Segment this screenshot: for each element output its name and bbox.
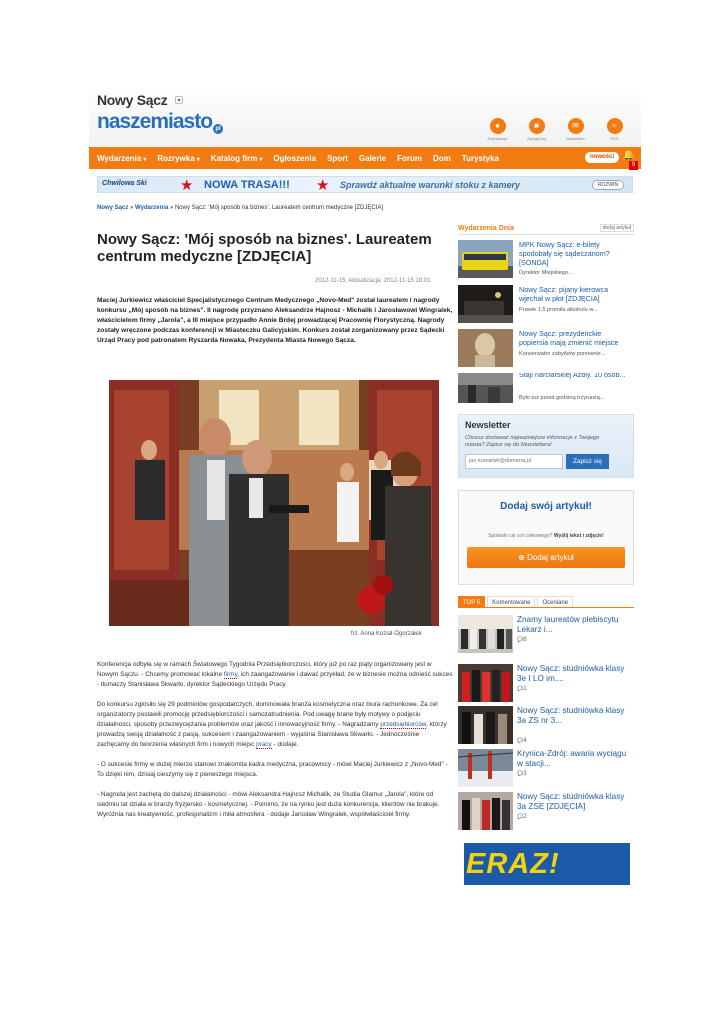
city-dropdown-icon[interactable] xyxy=(175,96,183,104)
page xyxy=(89,87,641,899)
nav-item-dom[interactable]: Dom xyxy=(433,153,451,163)
top-item[interactable] xyxy=(458,664,634,704)
event-item[interactable] xyxy=(458,285,634,325)
paragraph xyxy=(97,700,453,750)
paragraph-text: Konferencja odbyła się w ramach Światowego Tygodnia Przedsiębiorczości, który już po raz piąty organizowany jest w Nowym Sączu. - Chcemy promować lokalne xyxy=(97,661,432,678)
paragraph-text: Do konkursu zgłosiło się 29 podmiotów gospodarczych, dominowała branża kosmetyczna oraz biura rachunkowe. Za cel organizatorzy postawili promocję przedsiębiorczości i samozatrudnienia. Pod uwagę brane były motywy o podjęciu działalności, sposoby przezwyciężania problemów oraz jakość i innowacyjność firmy. - Nagradzamy xyxy=(97,701,438,728)
top-item[interactable] xyxy=(458,706,634,746)
add-article-desc-bold: Wyślij tekst i zdjęcie! xyxy=(553,533,604,539)
event-desc: Było tuż przed godziną trzynastą... xyxy=(519,395,605,401)
banner-headline: NOWA TRASA!!! xyxy=(204,179,290,191)
breadcrumb-separator: » xyxy=(169,205,174,211)
top-item[interactable] xyxy=(458,749,634,789)
newsletter-link[interactable] xyxy=(565,118,586,141)
nav-item-label: Rozrywka xyxy=(157,153,195,163)
nav-item-label: Katalog firm xyxy=(210,153,258,163)
article-lead: Maciej Jurkiewicz właściciel Specjalistycznego Centrum Medycznego „Novo-Med" został laureatem i nagrody konkursu „Mój sposób na biznes". II nagrodę przyznano Aleksandrze Hajnosz - Michalik i Jarosławowi Wingralek, właścicielom firmy „Jarola", a III miejsce przypadło Annie Brdej prowadzącej Pracownię Florystyczną. Nagrody zostały wręczone podczas konferencji w Miasteczku Galicyjskim. Konkurs został zorganizowany przez Sądecki Urząd Pracy pod patronatem Ryszarda Nowaka, Prezydenta Miasta Nowego Sącza. xyxy=(97,297,453,344)
article-date: 2012-11-15, Aktualizacja: 2012-11-15 18:01 xyxy=(315,278,431,284)
event-desc: Dyrektor Miejskiego... xyxy=(519,270,573,276)
chevron-down-icon: ▾ xyxy=(143,156,147,163)
notification-badge: 9 xyxy=(629,161,638,170)
top-title[interactable]: Nowy Sącz: studniówka klasy 3a ZS nr 3... xyxy=(517,706,625,725)
event-title[interactable]: Nowy Sącz: prezydenckie popiersia mają zmienić miejsce xyxy=(519,329,619,347)
article-title: Nowy Sącz: 'Mój sposób na biznes'. Laureatem centrum medyczne [ZDJĘCIA] xyxy=(97,231,432,265)
add-article-desc-text: Spotkało cię coś ciekawego? xyxy=(488,533,553,539)
tab-oceniane[interactable]: Oceniane xyxy=(537,596,573,607)
nav-item-label: Wydarzenia xyxy=(97,153,142,163)
add-article-link[interactable]: dodaj artykuł xyxy=(600,224,634,232)
add-article-button-label: Dodaj artykuł xyxy=(527,553,574,562)
logo-text: naszemiasto xyxy=(97,110,213,133)
nav-item-galerie[interactable]: Galerie xyxy=(358,153,387,163)
breadcrumb-current: Nowy Sącz: 'Mój sposób na biznes'. Laureatem centrum medyczne [ZDJĘCIA] xyxy=(174,205,384,211)
subscribe-button[interactable]: Zapisz się xyxy=(566,454,609,469)
events-title: Wydarzenia Dnia xyxy=(458,225,514,232)
event-item[interactable] xyxy=(458,373,634,407)
ad-banner[interactable] xyxy=(97,176,633,193)
top-thumbnail xyxy=(458,706,513,744)
add-article-title: Dodaj swój artykuł! xyxy=(500,501,592,512)
nav-item-forum[interactable]: Forum xyxy=(397,153,422,163)
tab-komentowane[interactable]: Komentowane xyxy=(487,596,535,607)
nav-item-ogloszenia[interactable]: Ogłoszenia xyxy=(273,153,317,163)
paragraph xyxy=(97,660,453,690)
newsletter-title: Newsletter xyxy=(465,420,511,430)
paragraph: - O sukcesie firmy w dużej mierze stanowi znakomita kadra medyczna, pracownicy - mówi Maciej Jurkiewicz z „Novo-Med" - To dzięki nim, dzisiaj cieszymy się z pierwszego miejsca. xyxy=(97,761,448,778)
site-logo[interactable] xyxy=(97,110,223,134)
breadcrumb xyxy=(97,205,383,211)
top-thumbnail xyxy=(458,792,513,830)
nav-item-sport[interactable]: Sport xyxy=(327,153,348,163)
breadcrumb-section[interactable]: Wydarzenia xyxy=(135,205,169,211)
photo-caption: fct. Anna Kozial-Ogorzałek xyxy=(351,631,422,637)
article-body xyxy=(97,660,453,830)
user-icon: ● xyxy=(490,118,506,134)
top-thumbnail xyxy=(458,664,513,702)
chevron-down-icon: ▾ xyxy=(259,156,263,163)
comment-count: 💬 2 xyxy=(517,814,527,820)
event-thumbnail xyxy=(458,240,513,278)
keyword-link[interactable]: pracy xyxy=(256,741,272,748)
event-item[interactable] xyxy=(458,240,634,280)
top-thumbnail xyxy=(458,615,513,653)
logo-suffix: pl xyxy=(213,124,223,134)
top-title[interactable]: Nowy Sącz: studniówka klasy 3e I LO im.... xyxy=(517,664,625,683)
comment-count: 💬 1 xyxy=(517,686,527,692)
top-title[interactable]: Nowy Sącz: studniówka klasy 3a ZSE [ZDJĘCIA] xyxy=(517,792,625,811)
comment-count: 💬 3 xyxy=(517,771,527,777)
events-header xyxy=(458,223,634,235)
top-title[interactable]: Znamy laureatów plebiscytu Lekarz i... xyxy=(517,615,619,634)
event-title[interactable]: Stajl narciarskiej Azbly. 10 osób... xyxy=(519,373,626,379)
event-thumbnail xyxy=(458,329,513,367)
top-title[interactable]: Krynica-Zdrój: awaria wyciągu w stacji... xyxy=(517,749,627,768)
nav-item-katalog[interactable] xyxy=(211,154,263,163)
event-item[interactable] xyxy=(458,329,634,369)
header-icons xyxy=(487,118,625,141)
newsletter-desc: Chcesz dostawać najważniejsze informacje z Twojego miasta? Zapisz się do Newslettera! xyxy=(465,435,600,448)
star-icon: ★ xyxy=(180,177,194,194)
expand-button[interactable]: ROZWIŃ xyxy=(592,180,624,190)
paragraph-text: , ich zaangażowanie i dawać przykład, że w biznesie można odnieść sukces - tłumaczy Stanisława Skwarło, dyrektor Sądeckiego Urzędu Pracy. xyxy=(97,671,453,688)
newsletter-label: Newsletter xyxy=(566,136,585,141)
sidebar-ad[interactable] xyxy=(464,843,630,885)
keyword-link[interactable]: przedsiębiorców xyxy=(380,721,427,728)
main-nav xyxy=(89,147,641,169)
rss-link[interactable] xyxy=(604,118,625,141)
event-thumbnail xyxy=(458,285,513,323)
login-label: Zaloguj się xyxy=(526,136,547,141)
add-article-desc xyxy=(459,533,633,539)
ad-text: ERAZ! xyxy=(466,848,560,880)
lock-icon: ■ xyxy=(529,118,545,134)
paragraph-text: , którzy prowadzą swoją działalność z pasją, sukcesem i zaangażowaniem - wyjaśnia Stanisława Skwarło. - Jednocześnie zachęcamy do tworzenia własnych firm i nowych miejsc xyxy=(97,721,447,748)
register-label: Rejestracja xyxy=(487,136,508,141)
add-article-button[interactable] xyxy=(467,547,625,568)
top-item[interactable] xyxy=(458,615,634,655)
register-link[interactable] xyxy=(487,118,508,141)
mail-icon: ✉ xyxy=(568,118,584,134)
banner-logo: Chwilowa Ski xyxy=(102,180,147,187)
article-photo[interactable] xyxy=(109,380,439,626)
nav-item-turystyka[interactable]: Turystyka xyxy=(461,153,499,163)
rss-label: RSS xyxy=(610,136,619,141)
login-link[interactable] xyxy=(526,118,547,141)
comment-count: 💬 6 xyxy=(517,637,527,643)
breadcrumb-separator: » xyxy=(130,205,134,211)
comment-count: 💬 4 xyxy=(517,738,527,744)
nav-item-rozrywka[interactable] xyxy=(157,154,199,163)
email-field[interactable]: jan.kowalski@domena.pl xyxy=(465,454,563,469)
paragraph-text: - dodaje. xyxy=(271,741,299,748)
keyword-link[interactable]: firmy xyxy=(223,671,238,678)
top-thumbnail xyxy=(458,749,513,787)
newsletter-box xyxy=(458,414,634,478)
top-tabs xyxy=(458,596,634,608)
event-thumbnail xyxy=(458,373,513,403)
chevron-down-icon: ▾ xyxy=(196,156,200,163)
event-title[interactable]: Nowy Sącz: pijany kierowca wjechał w płot [ZDJĘCIA] xyxy=(519,285,609,303)
breadcrumb-home[interactable]: Nowy Sącz xyxy=(97,205,129,211)
header xyxy=(89,87,641,147)
top-item[interactable] xyxy=(458,792,634,832)
event-desc: Konserwator zabytków ponownie... xyxy=(519,351,606,357)
rss-icon: ≈ xyxy=(607,118,623,134)
event-title[interactable]: MPK Nowy Sącz: e-bilety spodobały się sądeczanom? [SONDA] xyxy=(519,240,610,267)
bell-icon[interactable]: 🔔 xyxy=(622,150,635,161)
photo-image xyxy=(109,380,439,626)
banner-text: Sprawdź aktualne warunki stoku z kamery xyxy=(340,180,521,190)
add-article-box xyxy=(458,490,634,585)
tab-top5[interactable]: TOP 5 xyxy=(458,596,485,607)
event-desc: Prawie 1,5 promila alkoholu w... xyxy=(519,307,598,313)
news-button[interactable]: nowości xyxy=(585,152,619,163)
star-icon: ★ xyxy=(316,177,330,194)
plus-icon: ⊕ xyxy=(518,553,528,562)
nav-item-wydarzenia[interactable] xyxy=(97,154,146,163)
city-name[interactable]: Nowy Sącz xyxy=(97,92,168,108)
paragraph: - Nagroda jest zachętą do dalszej działalności - mówi Aleksandra Hajncsz Michalik, ze Studia Glamur „Jarola", które od siedmiu lat działa w branży fryzjersko - kosmetycznej. - Pomimo, że na rynku jest duża konkurencja, klientów nie brakuje. Wyróżnia nas kreatywność, profesjonalizm i miła atmosfera - dodaje Jarosław Wingralek, współwłaściciel firmy. xyxy=(97,791,440,818)
